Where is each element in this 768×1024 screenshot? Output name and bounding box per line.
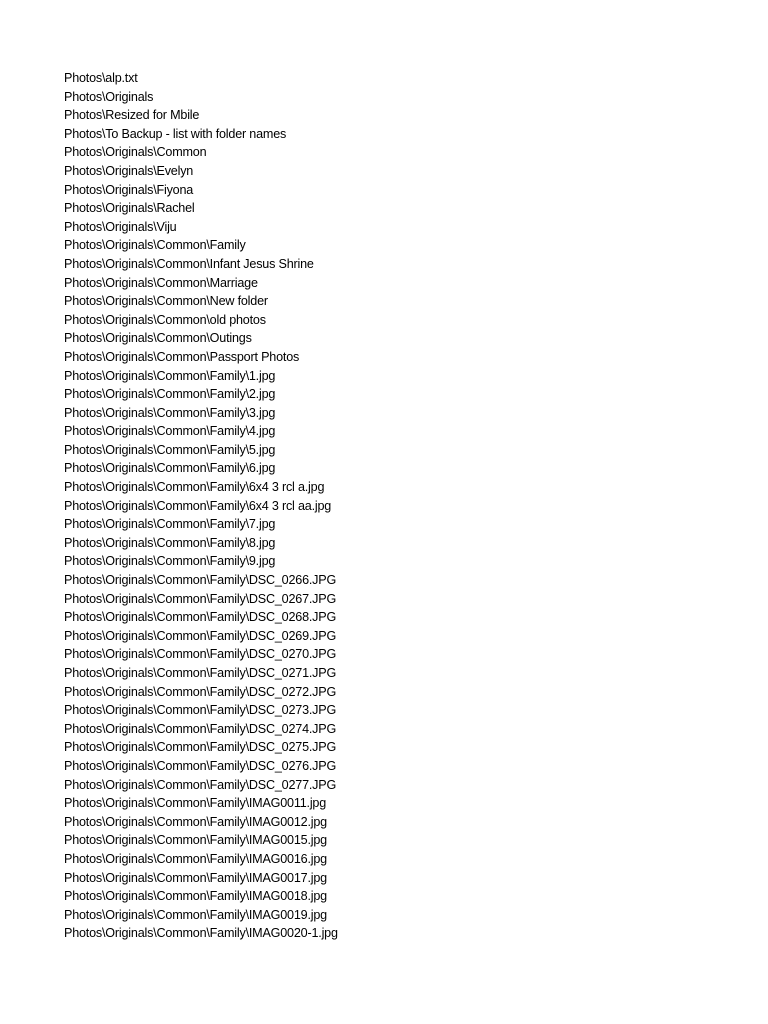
path-line: Photos\Originals\Rachel <box>64 201 195 216</box>
path-line: Photos\Originals\Common\Family\DSC_0274.JPG <box>64 721 337 736</box>
path-line: Photos\Originals\Common\Family\DSC_0266.JPG <box>64 573 337 588</box>
path-line: Photos\Originals\Common\Passport Photos <box>64 349 300 364</box>
path-line: Photos\Originals\Common\Family\DSC_0277.JPG <box>64 777 337 792</box>
path-line: Photos\Resized for Mbile <box>64 108 200 123</box>
path-line: Photos\Originals\Common\Marriage <box>64 275 258 290</box>
path-line: Photos\Originals\Common\Family\IMAG0015.jpg <box>64 833 327 848</box>
path-line: Photos\Originals\Common\Family\2.jpg <box>64 387 276 402</box>
path-line: Photos\Originals\Common\Family\IMAG0012.jpg <box>64 814 327 829</box>
path-line: Photos\Originals\Common\Family\IMAG0011.jpg <box>64 796 327 811</box>
path-line: Photos\Originals\Common\Family\4.jpg <box>64 424 276 439</box>
path-line: Photos\Originals\Common <box>64 145 207 160</box>
path-line: Photos\Originals\Common\Family\DSC_0269.JPG <box>64 628 337 643</box>
path-line: Photos\Originals\Common\Infant Jesus Shrine <box>64 256 314 271</box>
path-line: Photos\Originals\Common\Family\6.jpg <box>64 461 276 476</box>
path-line: Photos\Originals\Common\New folder <box>64 294 268 309</box>
path-line: Photos\Originals\Common\Family\DSC_0270.JPG <box>64 647 337 662</box>
path-line: Photos\Originals\Common\Family <box>64 238 246 253</box>
path-line: Photos\Originals\Common\Family\1.jpg <box>64 368 276 383</box>
path-line: Photos\Originals\Common\old photos <box>64 312 266 327</box>
path-line: Photos\Originals\Evelyn <box>64 163 194 178</box>
path-line: Photos\Originals\Common\Family\IMAG0018.jpg <box>64 889 327 904</box>
path-line: Photos\Originals\Common\Outings <box>64 331 252 346</box>
path-line: Photos\Originals\Common\Family\7.jpg <box>64 517 276 532</box>
path-line: Photos\Originals\Common\Family\DSC_0276.JPG <box>64 758 337 773</box>
path-line: Photos\Originals\Common\Family\IMAG0020-1.jpg <box>64 926 338 941</box>
path-line: Photos\Originals\Common\Family\DSC_0267.JPG <box>64 591 337 606</box>
path-line: Photos\Originals\Common\Family\DSC_0272.JPG <box>64 684 337 699</box>
path-line: Photos\Originals\Common\Family\8.jpg <box>64 535 276 550</box>
path-line: Photos\Originals\Common\Family\DSC_0273.JPG <box>64 703 337 718</box>
path-line: Photos\Originals\Common\Family\DSC_0271.JPG <box>64 666 337 680</box>
path-line: Photos\Originals\Common\Family\5.jpg <box>64 442 276 457</box>
path-line: Photos\Originals\Common\Family\3.jpg <box>64 405 276 420</box>
path-line: Photos\Originals\Common\Family\IMAG0019.jpg <box>64 907 327 922</box>
path-line: Photos\Originals\Common\Family\9.jpg <box>64 554 276 569</box>
path-line: Photos\Originals <box>64 89 154 104</box>
path-line: Photos\Originals\Common\Family\DSC_0268.JPG <box>64 610 337 625</box>
path-line: Photos\Originals\Common\Family\IMAG0017.jpg <box>64 870 327 885</box>
path-line: Photos\Originals\Common\Family\IMAG0016.jpg <box>64 851 327 866</box>
file-path-list <box>64 69 338 943</box>
path-line: Photos\Originals\Viju <box>64 219 177 234</box>
path-line: Photos\alp.txt <box>64 71 138 85</box>
path-line: Photos\Originals\Common\Family\6x4 3 rcl a.jpg <box>64 480 325 495</box>
path-line: Photos\To Backup - list with folder names <box>64 126 287 141</box>
path-line: Photos\Originals\Fiyona <box>64 182 194 197</box>
path-line: Photos\Originals\Common\Family\6x4 3 rcl aa.jpg <box>64 498 332 513</box>
path-line: Photos\Originals\Common\Family\DSC_0275.JPG <box>64 740 337 755</box>
